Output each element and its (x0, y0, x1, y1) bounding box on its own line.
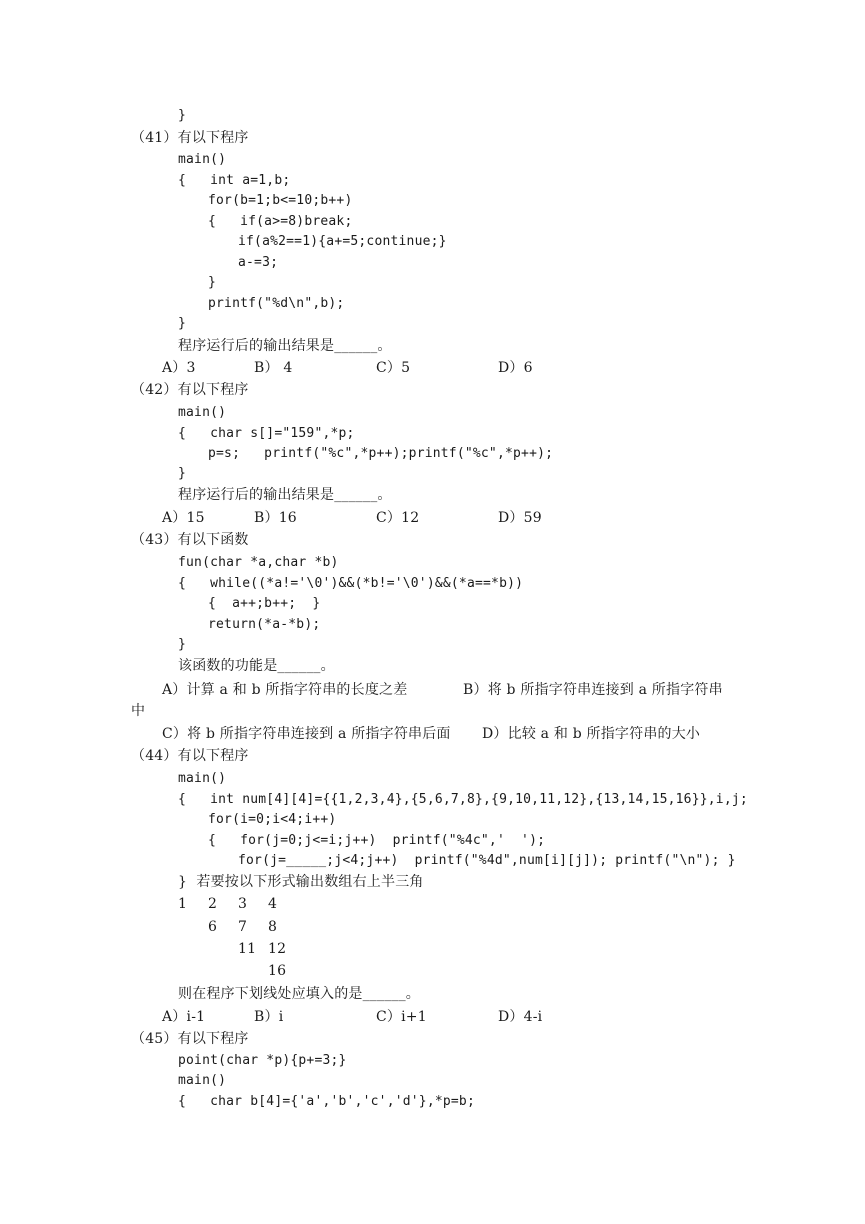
code-line: } (178, 316, 187, 331)
question-41-heading: （41）有以下程序 (131, 130, 249, 146)
question-43-heading: （43）有以下函数 (131, 532, 249, 548)
code-line: main() (178, 1073, 227, 1088)
code-line: { for(j=0;j<=i;j++) printf("%4c",' '); (208, 833, 546, 848)
matrix-cell: 3 (238, 896, 248, 912)
code-line: for(i=0;i<4;i++) (208, 812, 337, 827)
code-line: printf("%d\n",b); (208, 296, 345, 311)
code-line: } (178, 108, 187, 123)
code-line: a-=3; (238, 255, 279, 270)
option-c: C）将 b 所指字符串连接到 a 所指字符串后面 (162, 726, 451, 742)
question-prompt: 程序运行后的输出结果是______。 (178, 338, 392, 354)
code-line: { int a=1,b; (178, 173, 291, 188)
matrix-cell: 11 (238, 941, 257, 957)
option-b: B）将 b 所指字符串连接到 a 所指字符串 (463, 682, 723, 698)
code-line: } (208, 275, 217, 290)
option-a: A）3 (162, 360, 196, 376)
code-line: { char b[4]={'a','b','c','d'},*p=b; (178, 1094, 475, 1109)
question-prompt: 程序运行后的输出结果是______。 (178, 487, 392, 503)
question-prompt: 则在程序下划线处应填入的是______。 (178, 986, 420, 1002)
option-a: A）计算 a 和 b 所指字符串的长度之差 (162, 682, 408, 698)
code-line: { a++;b++; } (208, 596, 321, 611)
code-line: for(j=_____;j<4;j++) printf("%4d",num[i][j]); printf("\n"); } (238, 853, 736, 868)
code-line: } 若要按以下形式输出数组右上半三角 (178, 874, 424, 890)
matrix-cell: 1 (178, 896, 188, 912)
option-c: C）i+1 (376, 1009, 427, 1025)
code-line: { int num[4][4]={{1,2,3,4},{5,6,7,8},{9,10,11,12},{13,14,15,16}},i,j; (178, 792, 748, 807)
code-line: main() (178, 771, 227, 786)
matrix-cell: 8 (268, 919, 278, 935)
code-line: } (178, 637, 187, 652)
option-d: D）6 (498, 360, 533, 376)
code-line: } (178, 466, 187, 481)
code-line: { while((*a!='\0')&&(*b!='\0')&&(*a==*b)) (178, 576, 524, 591)
option-d: D）59 (498, 510, 542, 526)
option-a: A）i-1 (162, 1009, 206, 1025)
matrix-cell: 12 (268, 941, 287, 957)
question-45-heading: （45）有以下程序 (131, 1031, 249, 1047)
matrix-cell: 16 (268, 963, 287, 979)
code-line: main() (178, 405, 227, 420)
code-line: if(a%2==1){a+=5;continue;} (238, 234, 447, 249)
code-line: p=s; printf("%c",*p++);printf("%c",*p++); (208, 446, 554, 461)
code-line: point(char *p){p+=3;} (178, 1053, 347, 1068)
option-d: D）4-i (498, 1009, 543, 1025)
option-b: B） 4 (254, 360, 293, 376)
code-line: { if(a>=8)break; (208, 214, 353, 229)
matrix-cell: 2 (208, 896, 218, 912)
code-line: fun(char *a,char *b) (178, 555, 339, 570)
question-42-heading: （42）有以下程序 (131, 382, 249, 398)
option-b-wrap: 中 (131, 703, 146, 719)
option-d: D）比较 a 和 b 所指字符串的大小 (482, 726, 701, 742)
option-b: B）i (254, 1009, 284, 1025)
matrix-cell: 7 (238, 919, 248, 935)
question-prompt: 该函数的功能是______。 (178, 658, 335, 674)
code-line: return(*a-*b); (208, 617, 321, 632)
code-line: { char s[]="159",*p; (178, 426, 355, 441)
matrix-cell: 4 (268, 896, 278, 912)
code-line: main() (178, 152, 227, 167)
option-b: B）16 (254, 510, 297, 526)
option-c: C）12 (376, 510, 420, 526)
code-line: for(b=1;b<=10;b++) (208, 193, 353, 208)
option-a: A）15 (162, 510, 205, 526)
question-44-heading: （44）有以下程序 (131, 748, 249, 764)
option-c: C）5 (376, 360, 411, 376)
matrix-cell: 6 (208, 919, 218, 935)
